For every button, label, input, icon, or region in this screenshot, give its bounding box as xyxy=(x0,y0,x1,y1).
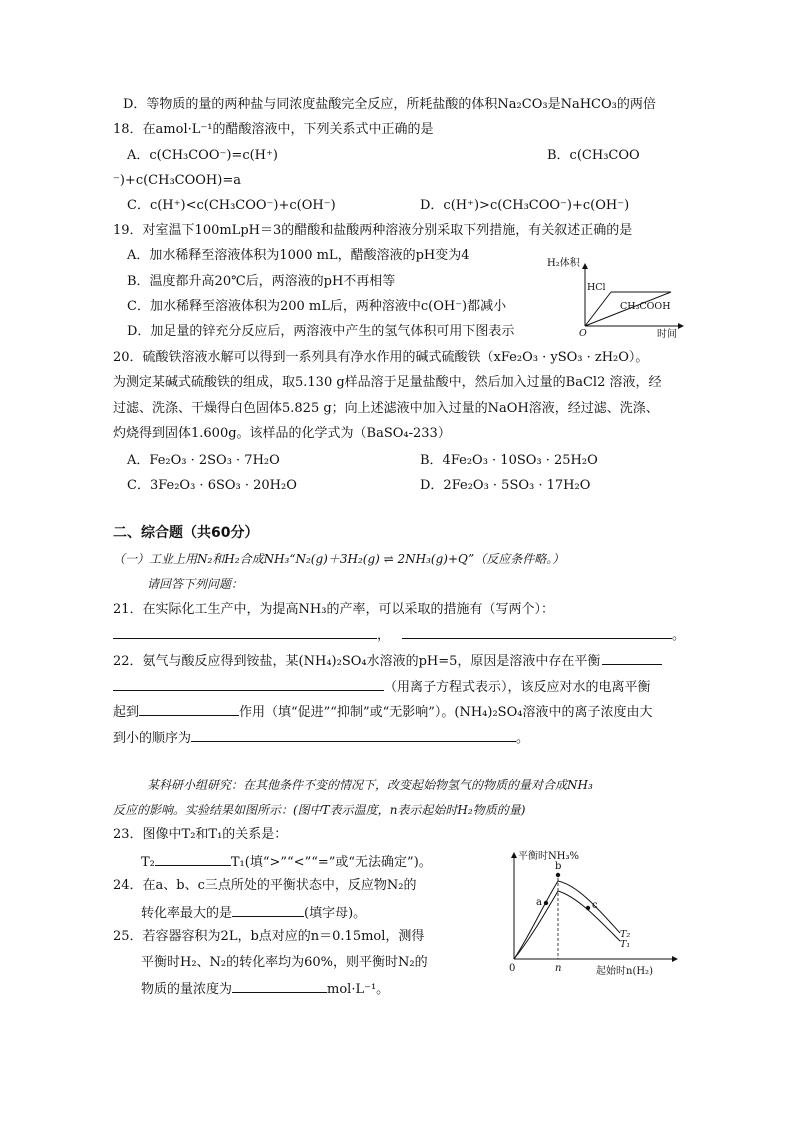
q22-line1-text: 22．氨气与酸反应得到铵盐，某(NH₄)₂SO₄水溶液的pH=5，原因是溶液中存在平衡 xyxy=(113,654,601,669)
q22-line3-text: 作用（填“促进”“抑制”或“无影响”）。(NH₄)₂SO₄溶液中的离子浓度由大 xyxy=(239,705,653,720)
q24-blank[interactable] xyxy=(232,902,304,917)
section-heading: 二、综合题（共60分） xyxy=(113,525,259,541)
label-t2: T₂ xyxy=(620,929,631,940)
point-b xyxy=(556,873,560,877)
hydrogen-volume-chart xyxy=(545,252,685,340)
q17-option-d: D．等物质的量的两种盐与同浓度盐酸完全反应，所耗盐酸的体积Na₂CO₃是NaHCO₃的两倍 xyxy=(123,97,656,112)
q22-blank-equation[interactable] xyxy=(113,676,384,691)
q20-line2: 为测定某碱式硫酸铁的组成，取5.130 g样品溶于足量盐酸中，然后加入过量的BaCl2 溶液，经 xyxy=(113,375,662,390)
q18-option-d: D．c(H⁺)>c(CH₃COO⁻)+c(OH⁻) xyxy=(420,198,630,213)
part1-prompt: 请回答下列问题： xyxy=(147,577,244,591)
q25-unit: mol·L⁻¹。 xyxy=(327,982,390,997)
label-c: c xyxy=(592,900,598,911)
chart-xlabel: 时间 xyxy=(657,329,677,340)
q21-answer-row xyxy=(113,624,685,646)
point-a xyxy=(544,901,548,905)
q21-blank-1[interactable] xyxy=(113,624,377,639)
q22-blank-order[interactable] xyxy=(191,727,516,742)
q21-blank-2[interactable] xyxy=(402,624,672,639)
chart-n-tick: n xyxy=(555,963,562,974)
q19-option-b: B．温度都升高20℃后，两溶液的pH不再相等 xyxy=(127,274,396,289)
label-a: a xyxy=(536,897,542,908)
q20-line4: 灼烧得到固体1.600g。该样品的化学式为（BaSO₄-233） xyxy=(113,426,451,441)
q23-blank[interactable] xyxy=(155,851,231,866)
chart-origin: 0 xyxy=(509,963,516,974)
label-t1: T₁ xyxy=(620,939,631,950)
q22-blank-equilibrium[interactable] xyxy=(602,650,662,665)
q19-option-c: C．加水稀释至溶液体积为200 mL后，两种溶液中c(OH⁻)都减小 xyxy=(127,299,507,314)
q24-lead: 转化率最大的是 xyxy=(141,906,233,921)
q20-option-a: A．Fe₂O₃ · 2SO₃ · 7H₂O xyxy=(127,453,280,468)
q20-option-d: D．2Fe₂O₃ · 5SO₃ · 17H₂O xyxy=(420,478,591,493)
chart-label-ch3cooh: CH₃COOH xyxy=(620,301,671,312)
q19-option-a: A．加水稀释至溶液体积为1000 mL，醋酸溶液的pH变为4 xyxy=(127,248,470,263)
q20-line1: 20．硫酸铁溶液水解可以得到一系列具有净水作用的碱式硫酸铁（xFe₂O₃ · ySO₃ · zH₂O）。 xyxy=(113,350,649,365)
chart-origin: O xyxy=(579,328,587,339)
chart-xlabel: 起始时n(H₂) xyxy=(596,966,653,977)
q22-line2-text: （用离子方程式表示），该反应对水的电离平衡 xyxy=(384,680,651,695)
q25-line3 xyxy=(141,978,389,1000)
q23-answer xyxy=(141,851,432,873)
q21-comma: ， xyxy=(377,628,391,643)
q24-line1: 24．在a、b、c三点所处的平衡状态中，反应物N₂的 xyxy=(113,878,417,893)
q18-option-a: A．c(CH₃COO⁻)=c(H⁺) xyxy=(127,148,278,163)
q18-stem: 18．在amol·L⁻¹的醋酸溶液中，下列关系式中正确的是 xyxy=(113,122,434,137)
q21-stem: 21．在实际化工生产中，为提高NH₃的产率，可以采取的措施有（写两个）： xyxy=(113,602,554,617)
point-c xyxy=(586,906,590,910)
q18-option-b-part1: B．c(CH₃COO xyxy=(547,148,640,163)
q18-option-b-part2: ⁻)+c(CH₃COOH)=a xyxy=(113,173,241,188)
curve-t1 xyxy=(514,891,620,959)
q22-line3 xyxy=(113,701,652,723)
q20-option-c: C．3Fe₂O₃ · 6SO₃ · 20H₂O xyxy=(127,478,297,493)
q24-tail: (填字母)。 xyxy=(304,906,367,921)
chart-ylabel: H₂体积 xyxy=(547,258,580,269)
curve-t2 xyxy=(514,881,620,959)
q22-blank-effect[interactable] xyxy=(139,701,239,716)
study-intro-line1: 某科研小组研究：在其他条件不变的情况下，改变起始物氢气的物质的量对合成NH₃ xyxy=(147,778,593,792)
q25-blank[interactable] xyxy=(232,978,327,993)
label-b: b xyxy=(555,861,562,872)
q20-option-b: B．4Fe₂O₃ · 10SO₃ · 25H₂O xyxy=(420,453,598,468)
q22-line4 xyxy=(113,727,529,749)
q23-stem: 23．图像中T₂和T₁的关系是： xyxy=(113,827,288,842)
q22-line1 xyxy=(113,650,662,672)
q19-option-d: D．加足量的锌充分反应后，两溶液中产生的氢气体积可用下图表示 xyxy=(127,324,515,339)
q22-line4-lead: 到小的顺序为 xyxy=(113,731,192,746)
q19-stem: 19．对室温下100mLpH＝3的醋酸和盐酸两种溶液分别采取下列措施，有关叙述正确的是 xyxy=(113,223,633,238)
q25-lead: 物质的量浓度为 xyxy=(141,982,233,997)
chart-label-hcl: HCl xyxy=(587,282,606,293)
q22-line4-end: 。 xyxy=(516,731,530,746)
q22-line2 xyxy=(113,676,651,698)
study-intro-line2: 反应的影响。实验结果如图所示：(图中T表示温度，n表示起始时H₂物质的量) xyxy=(113,803,526,817)
q21-end: 。 xyxy=(672,628,686,643)
chart-ylabel: 平衡时NH₃% xyxy=(518,851,579,862)
nh3-equilibrium-chart xyxy=(500,845,680,980)
q25-line2: 平衡时H₂、N₂的转化率均为60%，则平衡时N₂的 xyxy=(141,955,428,970)
q23-t2: T₂ xyxy=(141,855,155,870)
q25-line1: 25．若容器容积为2L，b点对应的n＝0.15mol，测得 xyxy=(113,929,425,944)
q18-option-c: C．c(H⁺)<c(CH₃COO⁻)+c(OH⁻) xyxy=(127,198,336,213)
q23-t1: T₁(填“>”“<”“=”或“无法确定”)。 xyxy=(230,855,432,870)
part1-intro: （一）工业上用N₂和H₂合成NH₃“N₂(g)＋3H₂(g) ⇌ 2NH₃(g)+Q”（反应条件略。） xyxy=(113,552,565,566)
q20-line3: 过滤、洗涤、干燥得白色固体5.825 g；向上述滤液中加入过量的NaOH溶液，经过滤、洗涤、 xyxy=(113,401,659,416)
q22-line3-lead: 起到 xyxy=(113,705,140,720)
q24-line2 xyxy=(141,902,366,924)
